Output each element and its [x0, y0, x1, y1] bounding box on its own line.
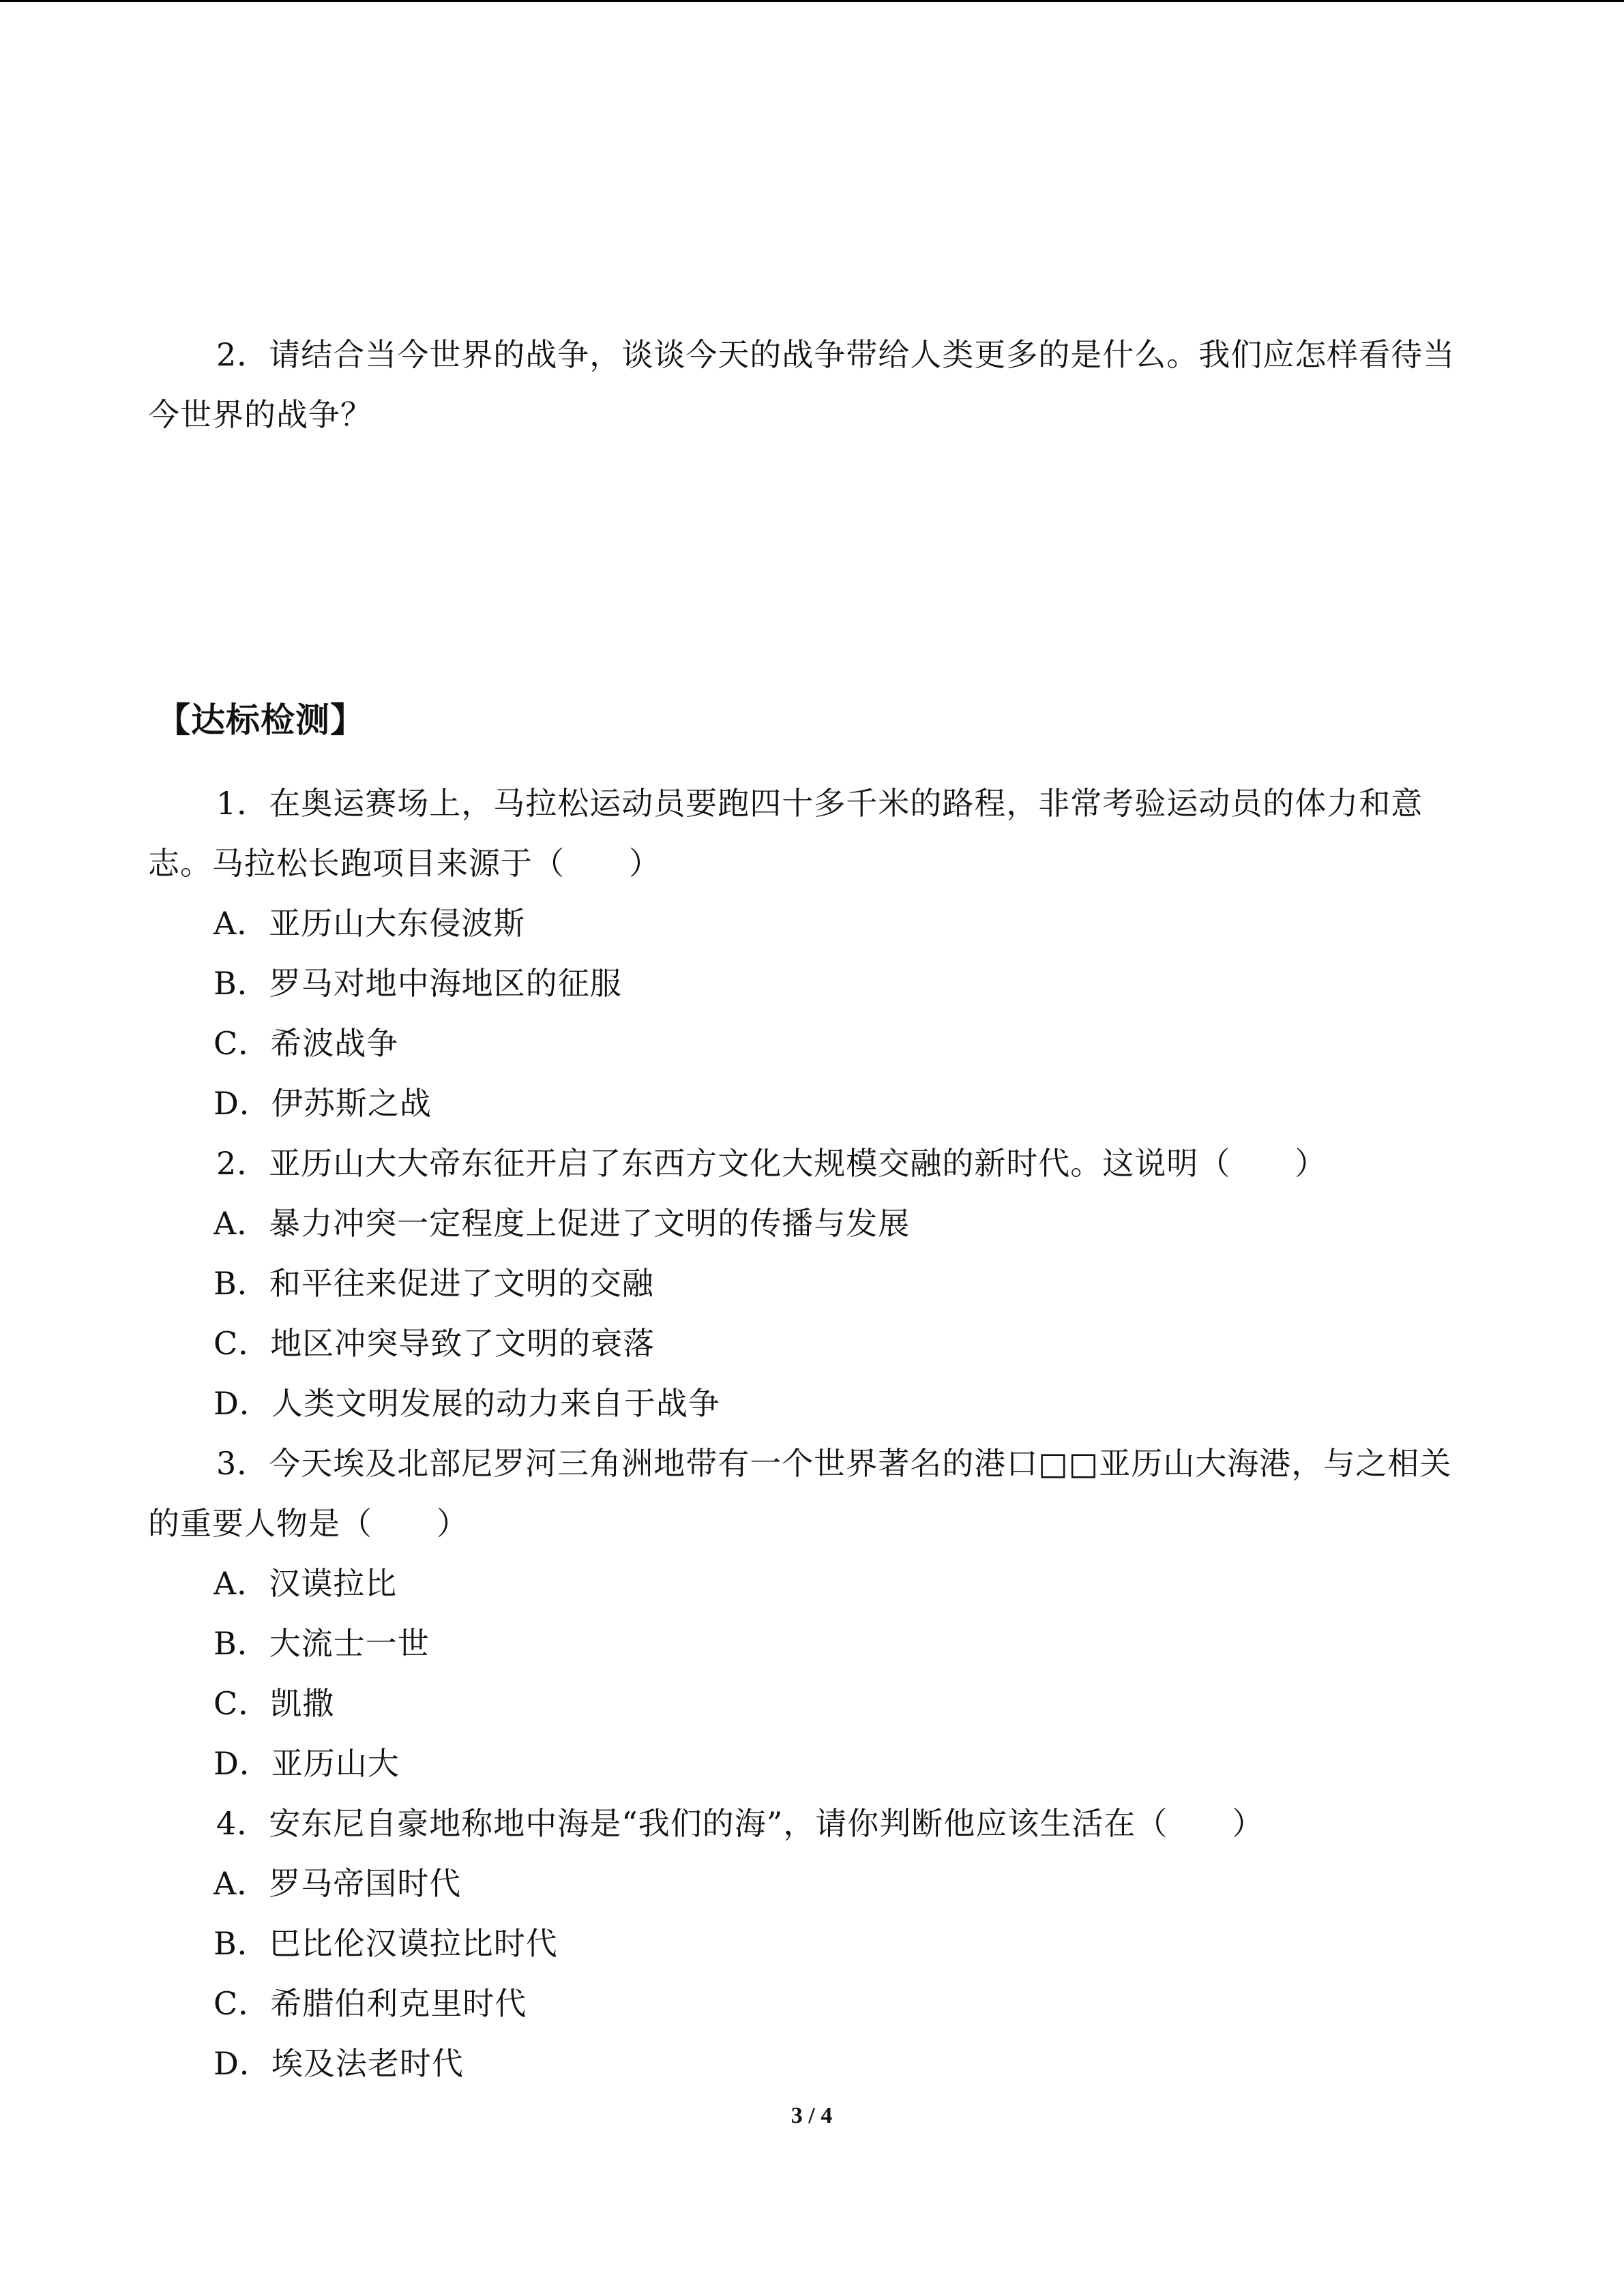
question-4-option-d: D．埃及法老时代	[213, 2045, 464, 2082]
section-heading: 【达标检测】	[156, 700, 365, 740]
question-4-option-b: B．巴比伦汉谟拉比时代	[213, 1925, 558, 1962]
question-2-option-c: C．地区冲突导致了文明的衰落	[213, 1325, 655, 1362]
question-2-line-1: 2．亚历山大大帝东征开启了东西方文化大规模交融的新时代。这说明（ ）	[216, 1145, 1327, 1182]
question-4-option-c: C．希腊伯利克里时代	[213, 1985, 527, 2022]
page-number: 3 / 4	[791, 2103, 833, 2128]
question-2-option-d: D．人类文明发展的动力来自于战争	[213, 1385, 720, 1422]
question-1-line-1: 1．在奥运赛场上，马拉松运动员要跑四十多千米的路程，非常考验运动员的体力和意	[216, 785, 1423, 822]
question-3-option-a: A．汉谟拉比	[213, 1565, 398, 1602]
question-2-option-b: B．和平往来促进了文明的交融	[213, 1265, 654, 1302]
question-1-option-c: C．希波战争	[213, 1025, 399, 1062]
question-1-option-a: A．亚历山大东侵波斯	[213, 905, 526, 942]
question-1-line-2: 志。马拉松长跑项目来源于（ ）	[148, 845, 661, 882]
question-2-option-a: A．暴力冲突一定程度上促进了文明的传播与发展	[213, 1205, 911, 1242]
question-1-option-d: D．伊苏斯之战	[213, 1085, 432, 1122]
top-border-line	[0, 0, 1624, 2]
question-1-option-b: B．罗马对地中海地区的征服	[213, 965, 622, 1002]
question-3-line-1: 3．今天埃及北部尼罗河三角洲地带有一个世界著名的港口□□亚历山大海港，与之相关	[216, 1445, 1452, 1482]
essay-question-line-2: 今世界的战争？	[148, 396, 372, 433]
essay-question-line-1: 2．请结合当今世界的战争，谈谈今天的战争带给人类更多的是什么。我们应怎样看待当	[216, 336, 1456, 373]
question-3-option-b: B．大流士一世	[213, 1625, 430, 1662]
question-3-line-2: 的重要人物是（ ）	[148, 1505, 469, 1542]
question-4-line-1: 4．安东尼自豪地称地中海是“我们的海”，请你判断他应该生活在（ ）	[216, 1805, 1265, 1842]
question-3-option-d: D．亚历山大	[213, 1745, 400, 1782]
question-4-option-a: A．罗马帝国时代	[213, 1865, 462, 1902]
question-3-option-c: C．凯撒	[213, 1685, 335, 1722]
